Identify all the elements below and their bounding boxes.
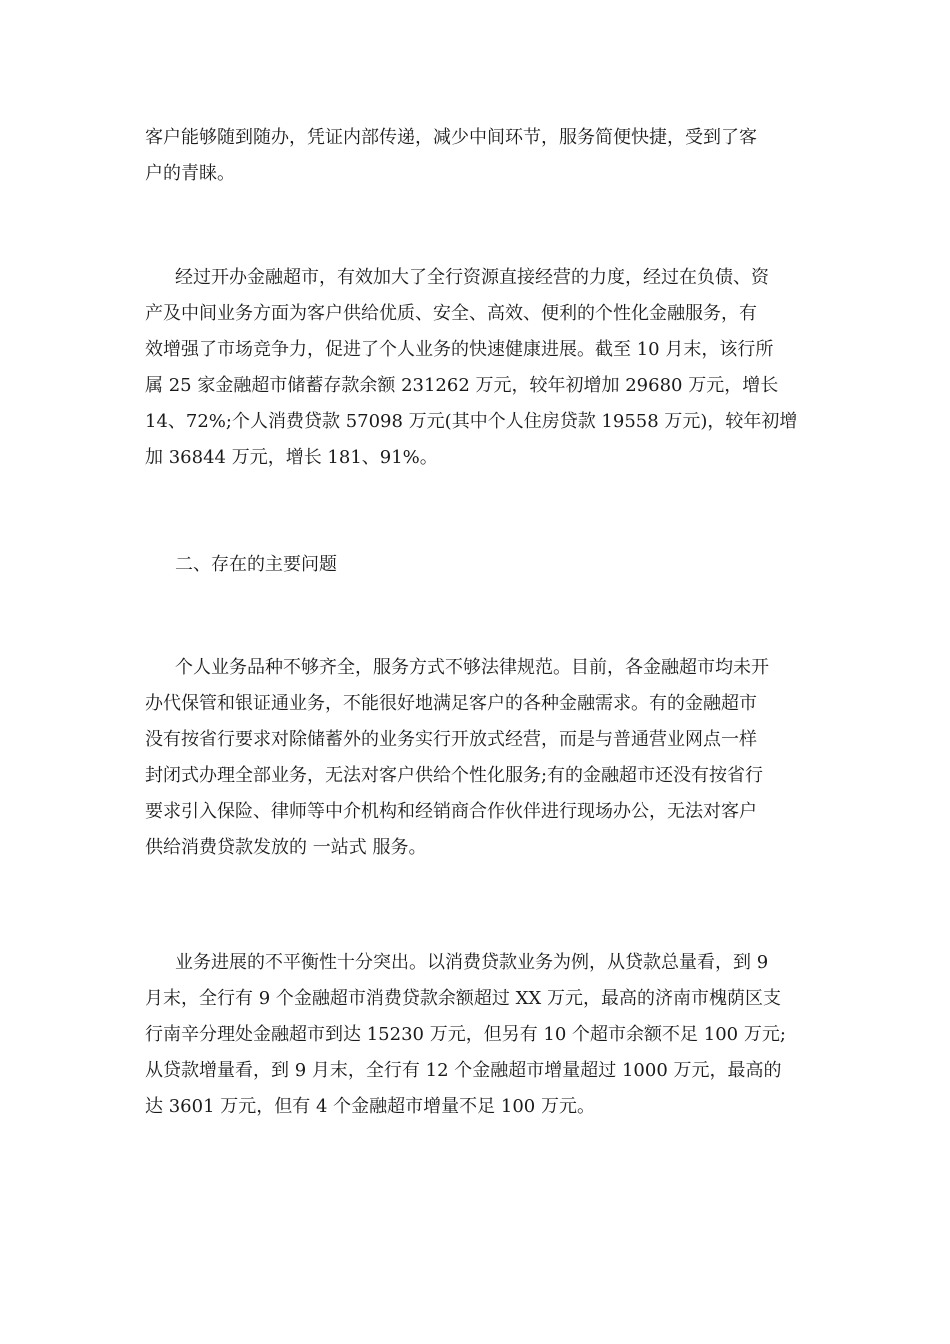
paragraph-line: 客户能够随到随办，凭证内部传递，减少中间环节，服务简便快捷，受到了客 [145, 127, 757, 148]
paragraph-imbalance [145, 945, 805, 1125]
paragraph-line: 封闭式办理全部业务，无法对客户供给个性化服务;有的金融超市还没有按省行 [145, 765, 764, 786]
paragraph-line: 属 25 家金融超市储蓄存款余额 231262 万元，较年初增加 29680 万元，增长 [145, 375, 779, 396]
paragraph-line: 个人业务品种不够齐全，服务方式不够法律规范。目前，各金融超市均未开 [175, 657, 769, 678]
paragraph-line: 效增强了市场竞争力，促进了个人业务的快速健康进展。截至 10 月末，该行所 [145, 339, 774, 360]
paragraph-line: 加 36844 万元，增长 181、91%。 [145, 447, 438, 468]
paragraph-line: 从贷款增量看，到 9 月末，全行有 12 个金融超市增量超过 1000 万元，最高的 [145, 1060, 782, 1081]
paragraph-line: 办代保管和银证通业务，不能很好地满足客户的各种金融需求。有的金融超市 [145, 693, 757, 714]
paragraph-line: 户的青睐。 [145, 163, 235, 184]
paragraph-line: 经过开办金融超市，有效加大了全行资源直接经营的力度，经过在负债、资 [175, 267, 769, 288]
paragraph-line: 14、72%;个人消费贷款 57098 万元(其中个人住房贷款 19558 万元)，较年初增 [145, 411, 798, 432]
section-title: 二、存在的主要问题 [175, 554, 337, 575]
paragraph-continuation [145, 120, 805, 192]
paragraph-line: 产及中间业务方面为客户供给优质、安全、高效、便利的个性化金融服务，有 [145, 303, 757, 324]
section-heading [145, 547, 805, 583]
paragraph-line: 达 3601 万元，但有 4 个金融超市增量不足 100 万元。 [145, 1096, 595, 1117]
paragraph-line: 月末，全行有 9 个金融超市消费贷款余额超过 XX 万元，最高的济南市槐荫区支 [145, 988, 781, 1009]
paragraph-line: 供给消费贷款发放的 一站式 服务。 [145, 837, 427, 858]
paragraph-financial-supermarket-results [145, 260, 805, 476]
paragraph-line: 要求引入保险、律师等中介机构和经销商合作伙伴进行现场办公，无法对客户 [145, 801, 757, 822]
paragraph-line: 行南辛分理处金融超市到达 15230 万元，但另有 10 个超市余额不足 100 万元; [145, 1024, 786, 1045]
paragraph-line: 没有按省行要求对除储蓄外的业务实行开放式经营，而是与普通营业网点一样 [145, 729, 757, 750]
paragraph-line: 业务进展的不平衡性十分突出。以消费贷款业务为例，从贷款总量看，到 9 [175, 952, 769, 973]
paragraph-product-issues [145, 650, 805, 866]
